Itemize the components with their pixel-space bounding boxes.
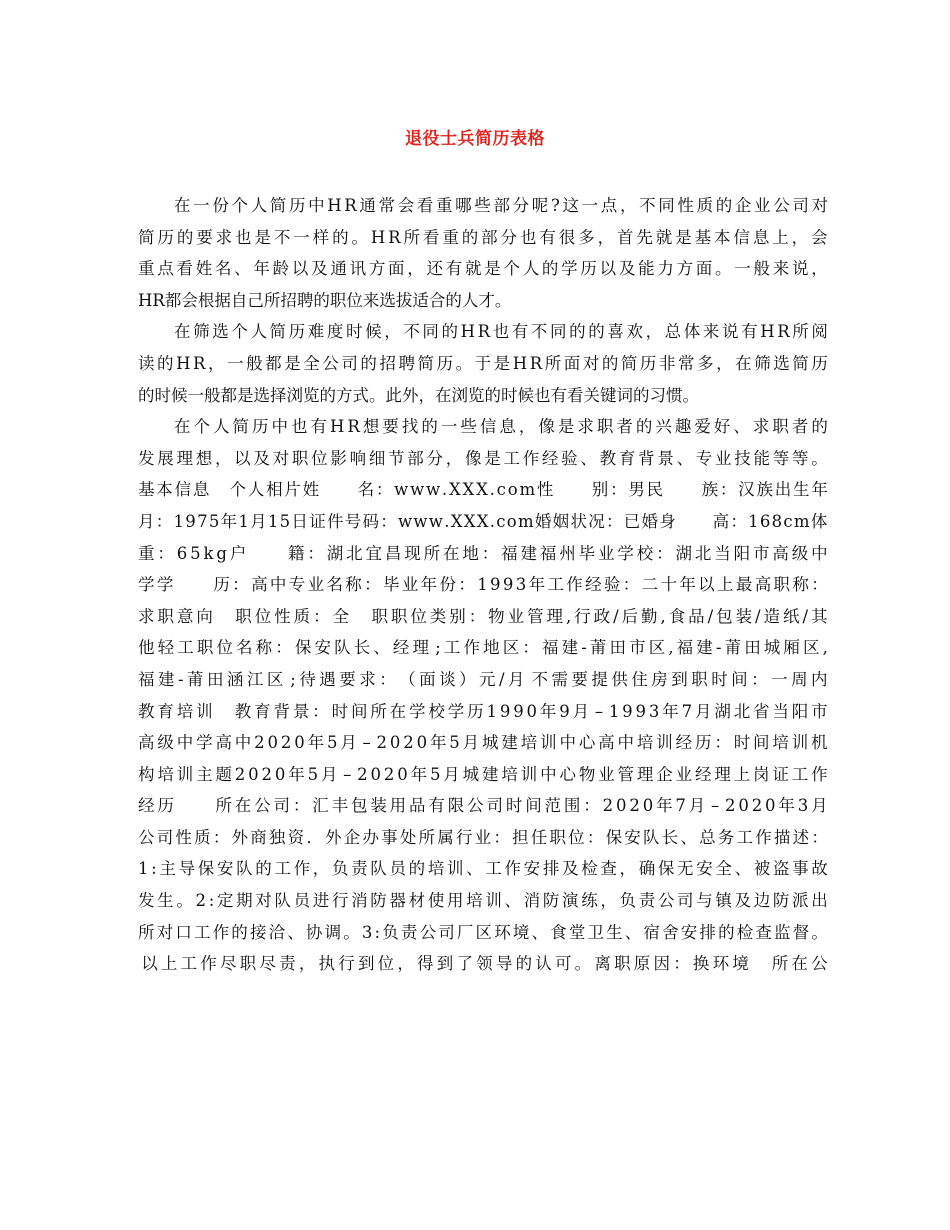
body-line: 在 一 份 个 人 简 历 中 H R 通 常 会 看 重 哪 些 部 分 呢 ? 这 一 点 ， 不 同 性 质 的 企 业 公 司 对 (174, 196, 828, 215)
body-line: 学 学 历 ： 高 中 专 业 名 称 ： 毕 业 年 份 ： 1 9 9 3 年 工 作 经 验 ： 二 十 年 以 上 最 高 职 称 ： (138, 575, 828, 595)
body-line: 福 建 - 莆 田 涵 江 区 ; 待 遇 要 求 ： （ 面 谈 ） 元 / 月 不 需 要 提 供 住 房 到 职 时 间 ： 一 周 内 (138, 669, 828, 689)
body-line: 基 本 信 息 个 人 相 片 姓 名 ： w w w . X X X . c o m 性 别 ： 男 民 族 ： 汉 族 出 生 年 (138, 480, 828, 500)
body-line: 以 上 工 作 尽 职 尽 责 ， 执 行 到 位 ， 得 到 了 领 导 的 认 可 。 离 职 原 因 ： 换 环 境 所 在 公 (141, 954, 828, 974)
body-line: 他 轻 工 职 位 名 称 ： 保 安 队 长 、 经 理 ; 工 作 地 区 ： 福 建 - 莆 田 市 区 , 福 建 - 莆 田 城 厢 区 , (138, 638, 828, 658)
body-line: 重 点 看 姓 名 、 年 龄 以 及 通 讯 方 面 ， 还 有 就 是 个 人 的 学 历 以 及 能 力 方 面 。 一 般 来 说 ， (138, 259, 828, 279)
body-line: 发 展 理 想 ， 以 及 对 职 位 影 响 细 节 部 分 ， 像 是 工 作 经 验 、 教 育 背 景 、 专 业 技 能 等 等 。 (138, 448, 828, 468)
body-line: 构 培 训 主 题 2 0 2 0 年 5 月 – 2 0 2 0 年 5 月 城 建 培 训 中 心 物 业 管 理 企 业 经 理 上 岗 证 工 作 (138, 764, 828, 784)
body-line: 教 育 培 训 教 育 背 景 ： 时 间 所 在 学 校 学 历 1 9 9 0 年 9 月 – 1 9 9 3 年 7 月 湖 北 省 当 阳 市 (138, 701, 828, 721)
body-line: 公 司 性 质 ： 外 商 独 资 ． 外 企 办 事 处 所 属 行 业 ： 担 任 职 位 ： 保 安 队 长 、 总 务 工 作 描 述 ： (138, 827, 828, 847)
document-title: 退役士兵简历表格 (405, 129, 545, 149)
document-body (138, 190, 828, 980)
body-line: 在 个 人 简 历 中 也 有 H R 想 要 找 的 一 些 信 息 ， 像 是 求 职 者 的 兴 趣 爱 好 、 求 职 者 的 (174, 417, 828, 437)
body-line: 求 职 意 向 职 位 性 质 ： 全 职 职 位 类 别 ： 物 业 管 理 , 行 政 / 后 勤 , 食 品 / 包 装 / 造 纸 / 其 (138, 606, 828, 626)
body-line: 所 对 口 工 作 的 接 洽 、 协 调 。 3 : 负 责 公 司 厂 区 环 境 、 食 堂 卫 生 、 宿 舍 安 排 的 检 查 监 督 。 (138, 922, 828, 942)
body-line: HR都会根据自己所招聘的职位来选拔适合的人才。 (138, 290, 512, 310)
body-line: 经 历 所 在 公 司 ： 汇 丰 包 装 用 品 有 限 公 司 时 间 范 围 ： 2 0 2 0 年 7 月 – 2 0 2 0 年 3 月 (138, 796, 828, 816)
body-line: 发 生 。 2 : 定 期 对 队 员 进 行 消 防 器 材 使 用 培 训 、 消 防 演 练 ， 负 责 公 司 与 镇 及 边 防 派 出 (138, 891, 828, 911)
body-line: 读 的 H R ， 一 般 都 是 全 公 司 的 招 聘 简 历 。 于 是 H R 所 面 对 的 简 历 非 常 多 ， 在 筛 选 简 历 (138, 353, 828, 373)
body-line: 1 : 主 导 保 安 队 的 工 作 ， 负 责 队 员 的 培 训 、 工 作 安 排 及 检 查 ， 确 保 无 安 全 、 被 盗 事 故 (138, 859, 828, 879)
body-line: 的时候一般都是选择浏览的方式。此外，在浏览的时候也有看关键词的习惯。 (138, 385, 699, 405)
body-line: 重 ： 6 5 k g 户 籍 ： 湖 北 宜 昌 现 所 在 地 ： 福 建 福 州 毕 业 学 校 ： 湖 北 当 阳 市 高 级 中 (138, 543, 828, 563)
body-line: 在 筛 选 个 人 简 历 难 度 时 候 ， 不 同 的 H R 也 有 不 同 的 的 喜 欢 ， 总 体 来 说 有 H R 所 阅 (174, 322, 828, 342)
body-line: 高 级 中 学 高 中 2 0 2 0 年 5 月 – 2 0 2 0 年 5 月 城 建 培 训 中 心 高 中 培 训 经 历 ： 时 间 培 训 机 (138, 733, 828, 753)
body-line: 简 历 的 要 求 也 是 不 一 样 的 。 H R 所 看 重 的 部 分 也 有 很 多 ， 首 先 就 是 基 本 信 息 上 ， 会 (138, 227, 828, 247)
body-line: 月 ： 1 9 7 5 年 1 月 1 5 日 证 件 号 码 ： w w w . X X X . c o m 婚 姻 状 况 ： 已 婚 身 高 ： 1 6 8 c m 体 (138, 511, 828, 531)
